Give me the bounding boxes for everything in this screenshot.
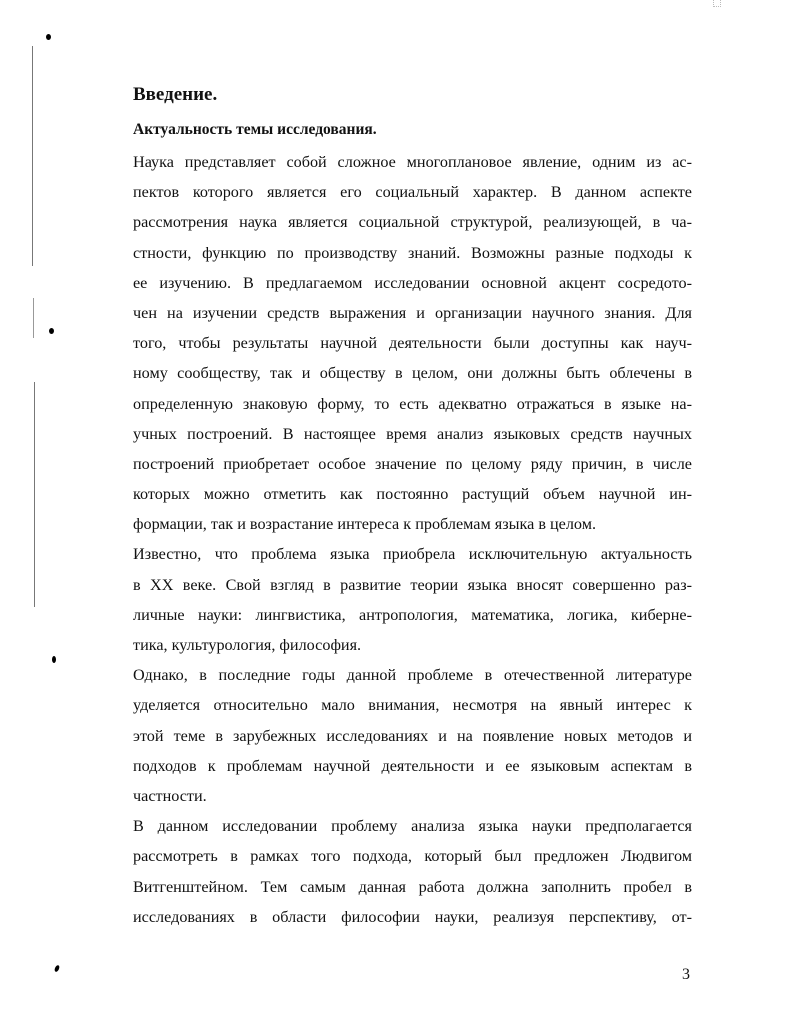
margin-scan-line — [32, 46, 33, 266]
text-line: тика, культурология, философия. — [133, 636, 362, 654]
document-body — [133, 82, 692, 932]
text-line: Однако, в последние годы данной проблеме в отечественной литературе — [133, 666, 692, 685]
text-line: ному сообществу, так и обществу в целом, они должны быть облечены в — [133, 364, 692, 383]
text-line: Наука представляет собой сложное многоплановое явление, одним из ас- — [133, 153, 692, 171]
text-line: рассмотреть в рамках того подхода, который был предложен Людвигом — [133, 847, 692, 866]
text-line: частности. — [133, 786, 207, 805]
binding-hole-dot — [49, 328, 54, 334]
margin-scan-line — [34, 382, 35, 607]
scan-corner-mark — [713, 0, 721, 7]
paragraph-4 — [133, 811, 692, 932]
text-line: чен на изучении средств выражения и организации научного знания. Для — [133, 303, 692, 322]
paragraph-3 — [133, 660, 692, 811]
section-subheading: Актуальность темы исследования. — [133, 121, 377, 138]
text-line: которых можно отметить как постоянно растущий объем научной ин- — [133, 485, 692, 504]
section-heading: Введение. — [133, 84, 218, 105]
text-line: ее изучению. В предлагаемом исследовании основной акцент сосредото- — [133, 273, 692, 292]
text-line: пектов которого является его социальный характер. В данном аспекте — [133, 183, 692, 202]
text-line: стности, функцию по производству знаний. Возможны разные подходы к — [133, 243, 692, 262]
text-line: Известно, что проблема языка приобрела исключительную актуальность — [133, 545, 692, 564]
text-line: личные науки: лингвистика, антропология, математика, логика, киберне- — [133, 605, 692, 624]
text-line: в XX веке. Свой взгляд в развитие теории языка вносят совершенно раз- — [133, 575, 692, 594]
margin-scan-line — [33, 298, 34, 338]
binding-hole-dot — [54, 964, 61, 972]
text-line: подходов к проблемам научной деятельности и ее языковым аспектам в — [133, 756, 692, 775]
text-line: построений приобретает особое значение по целому ряду причин, в числе — [133, 454, 692, 473]
text-line: В данном исследовании проблему анализа языка науки предполагается — [133, 817, 692, 836]
text-line: Витгенштейном. Тем самым данная работа должна заполнить пробел в — [133, 877, 692, 896]
text-line: этой теме в зарубежных исследованиях и на появление новых методов и — [133, 726, 692, 745]
binding-hole-dot — [46, 34, 51, 40]
paragraph-1 — [133, 147, 692, 539]
paragraph-2 — [133, 539, 692, 660]
text-line: рассмотрения наука является социальной структурой, реализующей, в ча- — [133, 213, 692, 232]
text-line: формации, так и возрастание интереса к проблемам языка в целом. — [133, 515, 597, 534]
text-line: определенную знаковую форму, то есть адекватно отражаться в языке на- — [133, 394, 692, 413]
page-number: 3 — [682, 966, 690, 983]
text-line: учных построений. В настоящее время анализ языковых средств научных — [133, 424, 692, 443]
binding-hole-dot — [52, 656, 56, 663]
text-line: исследованиях в области философии науки, реализуя перспективу, от- — [133, 907, 692, 926]
text-line: уделяется относительно мало внимания, несмотря на явный интерес к — [133, 696, 692, 715]
text-line: того, чтобы результаты научной деятельности были доступны как науч- — [133, 334, 692, 353]
